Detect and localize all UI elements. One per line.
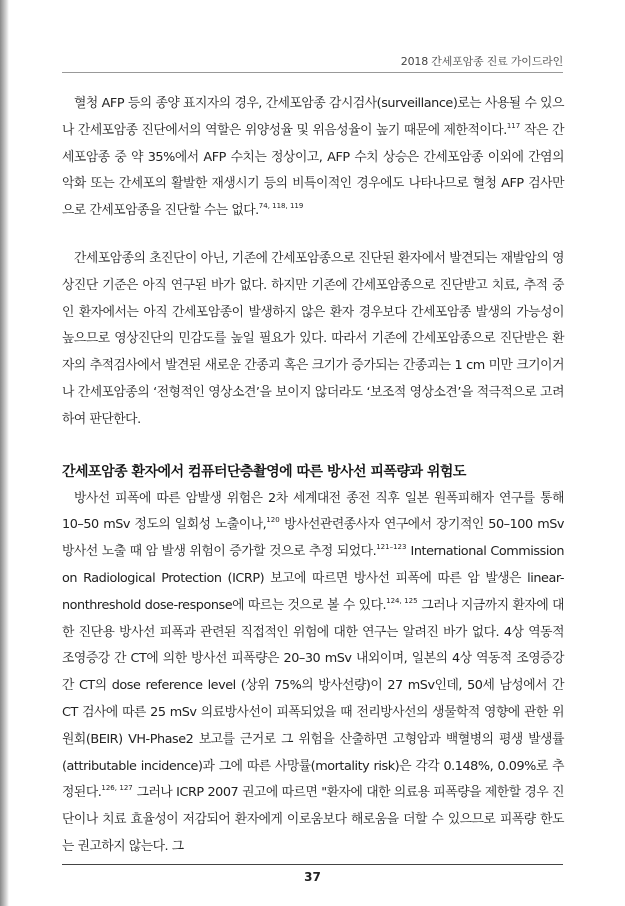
citation-marker: 121–123 [376,543,407,552]
citation-marker: 126, 127 [101,784,133,793]
page-binding-edge [0,0,9,906]
page-content [62,91,564,861]
paragraph-radiation-risk [62,486,564,861]
footer-rule [62,864,563,865]
text-run: 그러나 지금까지 환자에 대한 진단용 방사선 피폭과 관련된 직접적인 위험에 대한 연구는 알려진 바가 없다. 4상 역동적 조영증강 간 CT에 의한 방사선 피폭량은 20–30 mSv 내외이며, 일본의 4상 역동적 조영증강 간 CT의 dose reference level (상위 75%의 방사선량)이 27 mSv인데, 50세 남성에서 간 CT 검사에 따른 25 mSv 의료방사선이 피폭되었을 때 전리방사선의 생물학적 영향에 관한 위원회(BEIR) VH-Phase2 보고를 근거로 그 위험을 산출하면 고형암과 백혈병의 평생 발생률(attributable incidence)과 그에 따른 사망률(mortality risk)은 각각 0.148%, 0.09%로 추정된다. [62,597,564,801]
page-number: 37 [304,870,321,884]
text-run: 방사선 피폭에 따른 암발생 위험은 2차 세계대전 종전 직후 일본 원폭피해자 연구를 통해 10–50 mSv 정도의 일회성 노출이나, [62,490,564,533]
text-run: 방사선관련종사자 연구에서 장기적인 50–100 mSv 방사선 노출 때 암 발생 위험이 증가할 것으로 추정 되었다. [62,517,565,560]
citation-marker: 117 [506,121,521,130]
running-header: 2018 간세포암종 진료 가이드라인 [400,55,563,68]
text-run: International Commission on Radiological Protection (ICRP) 보고에 따르면 방사선 피폭에 따른 암 발생은 linear-nonthreshold dose-response에 따르는 것으로 볼 수 있다. [62,544,564,613]
section-heading: 간세포암종 환자에서 컴퓨터단층촬영에 따른 방사선 피폭량과 위험도 [62,463,466,480]
citation-marker: 74, 118, 119 [258,202,304,211]
header-rule [62,72,563,73]
paragraph-afp [62,91,564,225]
citation-marker: 120 [266,516,280,525]
text-run: 작은 간세포암종 중 약 35%에서 AFP 수치는 정상이고, AFP 수치 상승은 간세포암종 이외에 간염의 악화 또는 간세포의 활발한 재생시기 등의 비특이적인 경우에도 나타나므로 혈청 AFP 검사만으로 간세포암종을 진단할 수는 없다. [62,122,564,219]
text-run: 그러나 ICRP 2007 권고에 따르면 "환자에 대한 의료용 피폭량을 제한할 경우 진단이나 치료 효율성이 저감되어 환자에게 이로움보다 해로움을 더할 수 있으므로 피폭량 한도는 권고하지 않는다. 그 [62,785,564,854]
paragraph-recurrence-imaging [62,246,564,434]
text-run: 혈청 AFP 등의 종양 표지자의 경우, 간세포암종 감시검사(surveillance)로는 사용될 수 있으나 간세포암종 진단에서의 역할은 위양성율 및 위음성율이 높기 때문에 제한적이다. [62,96,564,138]
text-run: 간세포암종의 초진단이 아닌, 기존에 간세포암종으로 진단된 환자에서 발견되는 재발암의 영상진단 기준은 아직 연구된 바가 없다. 하지만 기존에 간세포암종으로 진단받고 치료, 추적 중인 환자에서는 아직 간세포암종이 발생하지 않은 환자 경우보다 간세포암종 발생의 가능성이 높으므로 영상진단의 민감도를 높일 필요가 있다. 따라서 기존에 간세포암종으로 진단받은 환자의 추적검사에서 발견된 새로운 간종괴 혹은 크기가 증가되는 간종괴는 1 cm 미만 크기이거나 간세포암종의 ‘전형적인 영상소견’을 보이지 않더라도 ‘보조적 영상소견’을 적극적으로 고려하여 판단한다. [62,250,564,427]
citation-marker: 124, 125 [386,596,418,605]
